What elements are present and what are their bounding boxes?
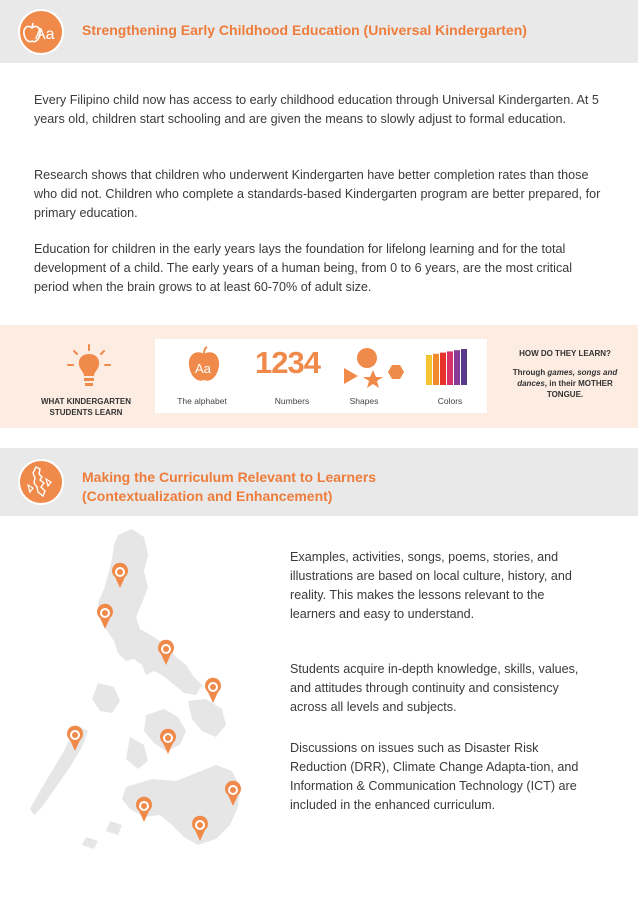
paragraph-research: Research shows that children who underwent Kindergarten have better completion rates than those who did not. Children who complete a standards-based Kindergarten program are better prepared, for primary education. <box>34 168 601 220</box>
learn-item-shapes: Shapes <box>349 396 379 406</box>
color-bar <box>447 351 453 385</box>
learn-item-numbers: Numbers <box>274 396 310 406</box>
svg-text:Aa: Aa <box>195 361 211 376</box>
paragraph-drr-ict: Discussions on issues such as Disaster Risk Reduction (DRR), Climate Change Adapta-tion, and Information & Communication Technology (ICT) are included in the enhanced curriculum. <box>290 741 579 812</box>
color-bar <box>426 355 432 385</box>
lightbulb-icon <box>66 343 112 391</box>
shapes-icon <box>342 346 408 390</box>
learn-item-alphabet: The alphabet <box>177 396 227 406</box>
philippines-map-icon <box>18 459 64 505</box>
numbers-graphic: 1234 <box>255 345 320 380</box>
paragraph-foundation: Education for children in the early years lays the foundation for lifelong learning and for the total development of a child. The early years of a human being, from 0 to 6 years, are the most critical period when the brain grows to at least 60-70% of adult size. <box>34 242 573 294</box>
color-bar <box>461 349 467 385</box>
learn-item-colors: Colors <box>437 396 463 406</box>
paragraph-access: Every Filipino child now has access to early childhood education through Universal Kindergarten. At 5 years old, children start schooling and are given the means to slowly adjust to formal education. <box>34 93 599 126</box>
color-bar <box>433 354 439 385</box>
paragraph-continuity: Students acquire in-depth knowledge, skills, values, and attitudes through continuity and consistency across all levels and subjects. <box>290 662 579 714</box>
location-pin-icon <box>205 678 221 703</box>
apple-alphabet-icon <box>186 346 222 384</box>
svg-text:Aa: Aa <box>35 26 55 43</box>
how-they-learn-title: HOW DO THEY LEARN? <box>519 349 611 358</box>
location-pin-icon <box>160 729 176 754</box>
paragraph-local-culture: Examples, activities, songs, poems, stories, and illustrations are based on local culture, history, and reality. This makes the lessons relevant to the learners and easy to understand. <box>290 550 572 621</box>
location-pin-icon <box>136 797 152 822</box>
how-emphasis: games, songs and dances <box>517 368 618 388</box>
what-students-learn-label: WHAT KINDERGARTEN STUDENTS LEARN <box>40 397 132 417</box>
color-bar <box>454 350 460 385</box>
section-title-kindergarten: Strengthening Early Childhood Education (Universal Kindergarten) <box>82 22 527 38</box>
color-bars-icon <box>424 347 476 387</box>
apple-alphabet-icon <box>18 9 64 55</box>
color-bar <box>440 353 446 385</box>
philippines-map <box>26 525 266 870</box>
section-title-curriculum: Making the Curriculum Relevant to Learners (Contextualization and Enhancement) <box>82 469 377 504</box>
how-they-learn-text: Through games, songs and dances, in their MOTHER TONGUE. <box>512 368 618 399</box>
